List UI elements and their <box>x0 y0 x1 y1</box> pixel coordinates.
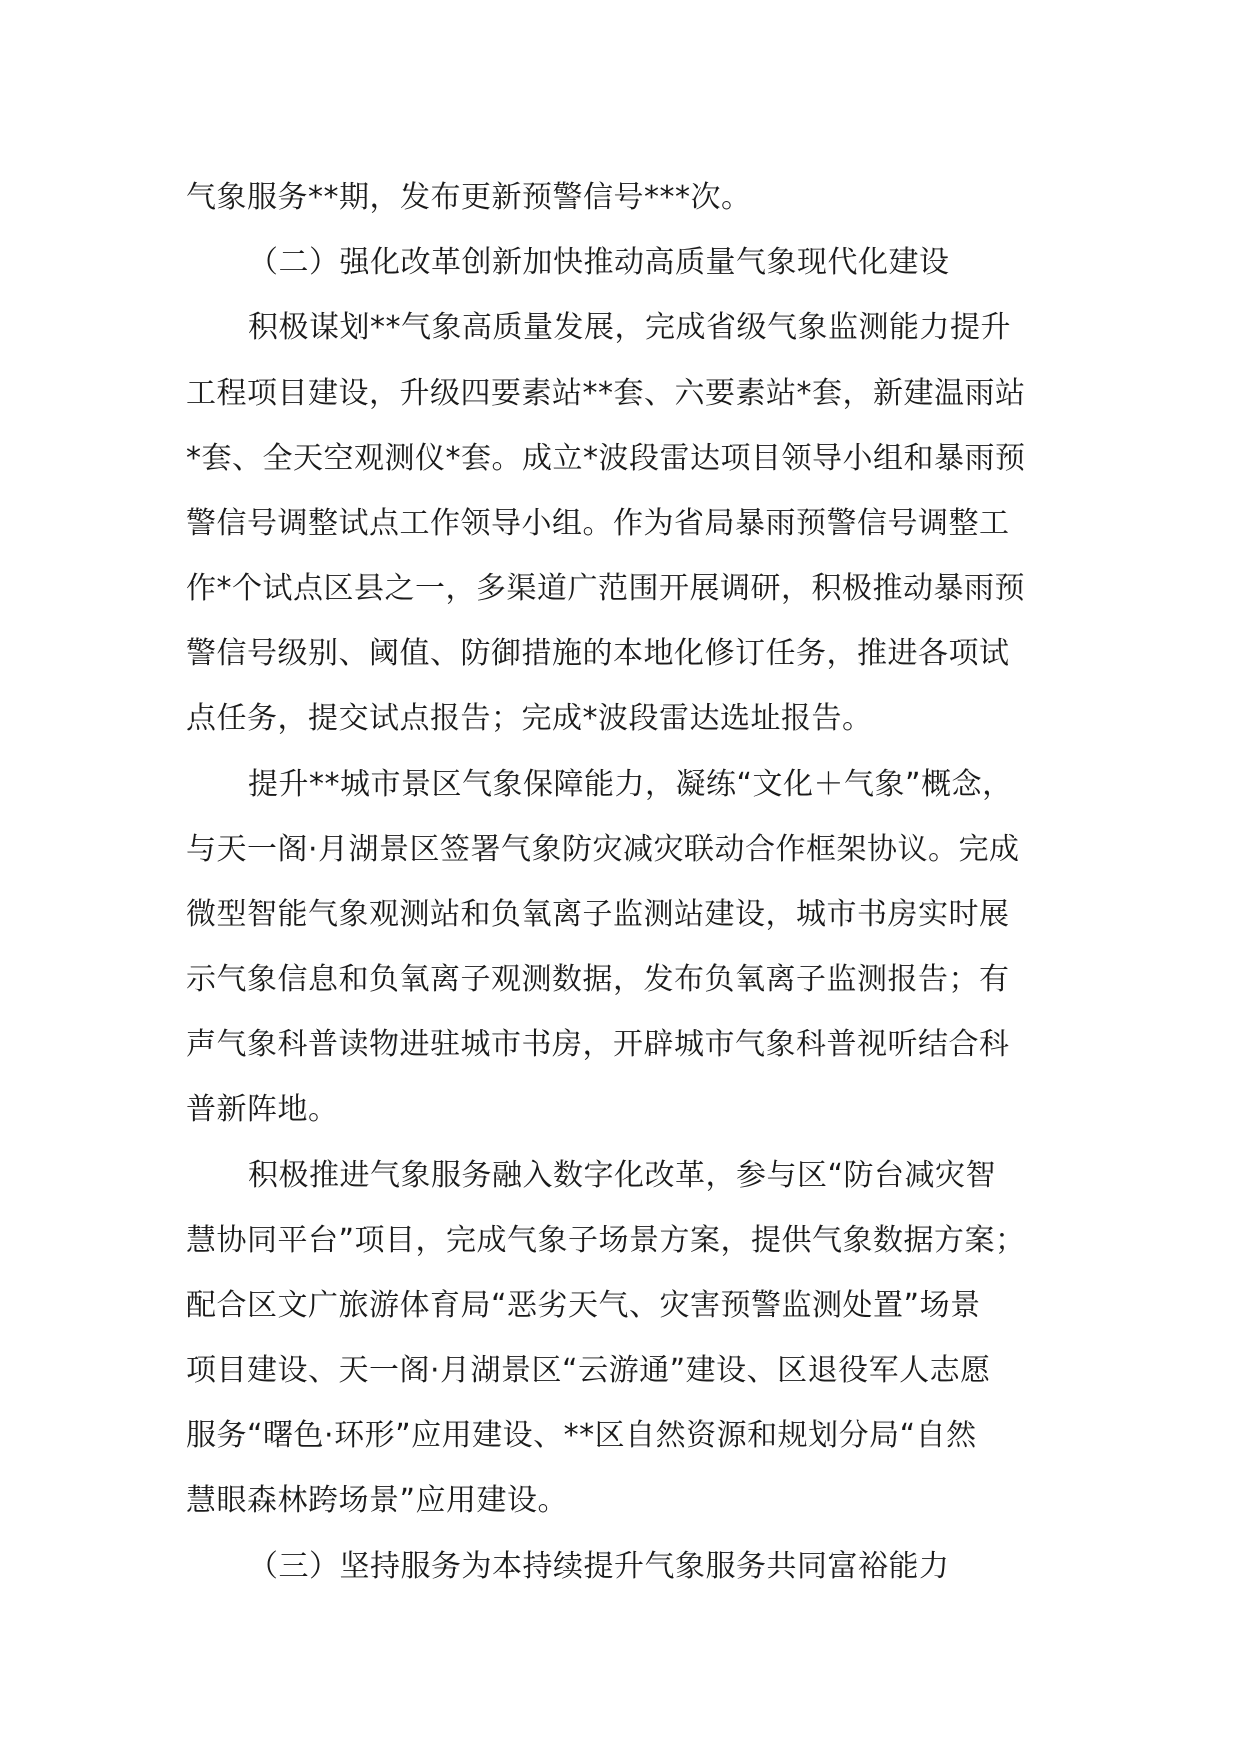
text-line: 积极推进气象服务融入数字化改革，参与区“防台减灾智 <box>248 1158 997 1193</box>
text-line: 点任务，提交试点报告；完成*波段雷达选址报告。 <box>186 701 873 736</box>
text-line: 服务“曙色·环形”应用建设、**区自然资源和规划分局“自然 <box>186 1418 977 1453</box>
text-line: 提升**城市景区气象保障能力，凝练“文化＋气象”概念， <box>248 767 1013 802</box>
text-line: 慧眼森林跨场景”应用建设。 <box>186 1483 569 1518</box>
text-line: 与天一阁·月湖景区签署气象防灾减灾联动合作框架协议。完成 <box>186 832 1020 867</box>
text-line: 工程项目建设，升级四要素站**套、六要素站*套，新建温雨站 <box>186 376 1026 411</box>
text-line: *套、全天空观测仪*套。成立*波段雷达项目领导小组和暴雨预 <box>186 441 1026 476</box>
text-line: 示气象信息和负氧离子观测数据，发布负氧离子监测报告；有 <box>186 962 1010 997</box>
section-heading: （二）强化改革创新加快推动高质量气象现代化建设 <box>248 245 950 280</box>
text-line: 普新阵地。 <box>186 1092 339 1127</box>
text-line: 积极谋划**气象高质量发展，完成省级气象监测能力提升 <box>248 310 1011 345</box>
text-line: 项目建设、天一阁·月湖景区“云游通”建设、区退役军人志愿 <box>186 1353 991 1388</box>
text-line: 作*个试点区县之一，多渠道广范围开展调研，积极推动暴雨预 <box>186 571 1025 606</box>
text-line: 气象服务**期，发布更新预警信号***次。 <box>186 180 752 215</box>
text-line: 声气象科普读物进驻城市书房，开辟城市气象科普视听结合科 <box>186 1027 1010 1062</box>
section-heading: （三）坚持服务为本持续提升气象服务共同富裕能力 <box>248 1549 950 1584</box>
text-line: 微型智能气象观测站和负氧离子监测站建设，城市书房实时展 <box>186 897 1010 932</box>
text-line: 警信号级别、阈值、防御措施的本地化修订任务，推进各项试 <box>186 636 1010 671</box>
text-line: 警信号调整试点工作领导小组。作为省局暴雨预警信号调整工 <box>186 506 1010 541</box>
text-line: 慧协同平台”项目，完成气象子场景方案，提供气象数据方案； <box>186 1223 1026 1258</box>
text-line: 配合区文广旅游体育局“恶劣天气、灾害预警监测处置”场景 <box>186 1288 981 1323</box>
